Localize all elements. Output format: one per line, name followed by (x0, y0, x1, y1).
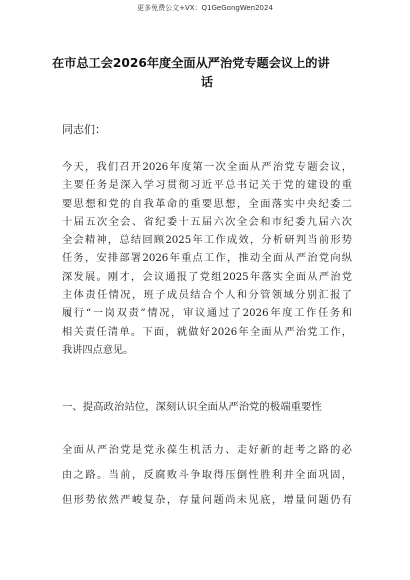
paragraph-section-1 (62, 438, 352, 513)
greeting: 同志们： (62, 123, 106, 136)
paragraph-line: 主要任务是深入学习贯彻习近平总书记关于党的建设的重 (62, 180, 352, 192)
paragraph-line: 任务，安排部署2026年重点工作，推动全面从严治党向纵 (62, 253, 352, 265)
document-title (52, 54, 362, 92)
paragraph-intro (62, 159, 352, 360)
paragraph-line: 要思想和党的自我革命的重要思想，全面落实中央纪委二 (62, 198, 352, 210)
title-line-2: 话 (200, 75, 214, 89)
paragraph-line: 但形势依然严峻复杂，存量问题尚未见底，增量问题仍有 (62, 495, 352, 506)
section-heading-1: 一、提高政治站位，深刻认识全面从严治党的极端重要性 (62, 401, 322, 413)
paragraph-line: 全面从严治党是党永葆生机活力、走好新的赶考之路的必 (62, 445, 352, 456)
paragraph-line: 全会精神，总结回顾2025年工作成效，分析研判当前形势 (62, 235, 352, 247)
title-line-1: 在市总工会2026年度全面从严治党专题会议上的讲 (52, 56, 330, 70)
paragraph-line: 今天，我们召开2026年度第一次全面从严治党专题会议， (62, 162, 352, 173)
paragraph-line: 履行“一岗双责”情况，审议通过了2026年度工作任务和 (62, 308, 352, 320)
header-note: 更多免费公文+VX：Q1GeGongWen2024 (137, 4, 273, 12)
paragraph-line: 由之路。当前，反腐败斗争取得压倒性胜利并全面巩固， (62, 470, 352, 481)
paragraph-line: 十届五次全会、省纪委十五届六次全会和市纪委九届六次 (62, 216, 352, 228)
paragraph-line: 深发展。刚才，会议通报了党组2025年落实全面从严治党 (62, 271, 352, 283)
paragraph-line: 相关责任清单。下面，就做好2026年全面从严治党工作， (62, 326, 352, 338)
paragraph-line: 主体责任情况，班子成员结合个人和分管领域分别汇报了 (62, 290, 352, 302)
paragraph-line: 我讲四点意见。 (62, 344, 134, 356)
